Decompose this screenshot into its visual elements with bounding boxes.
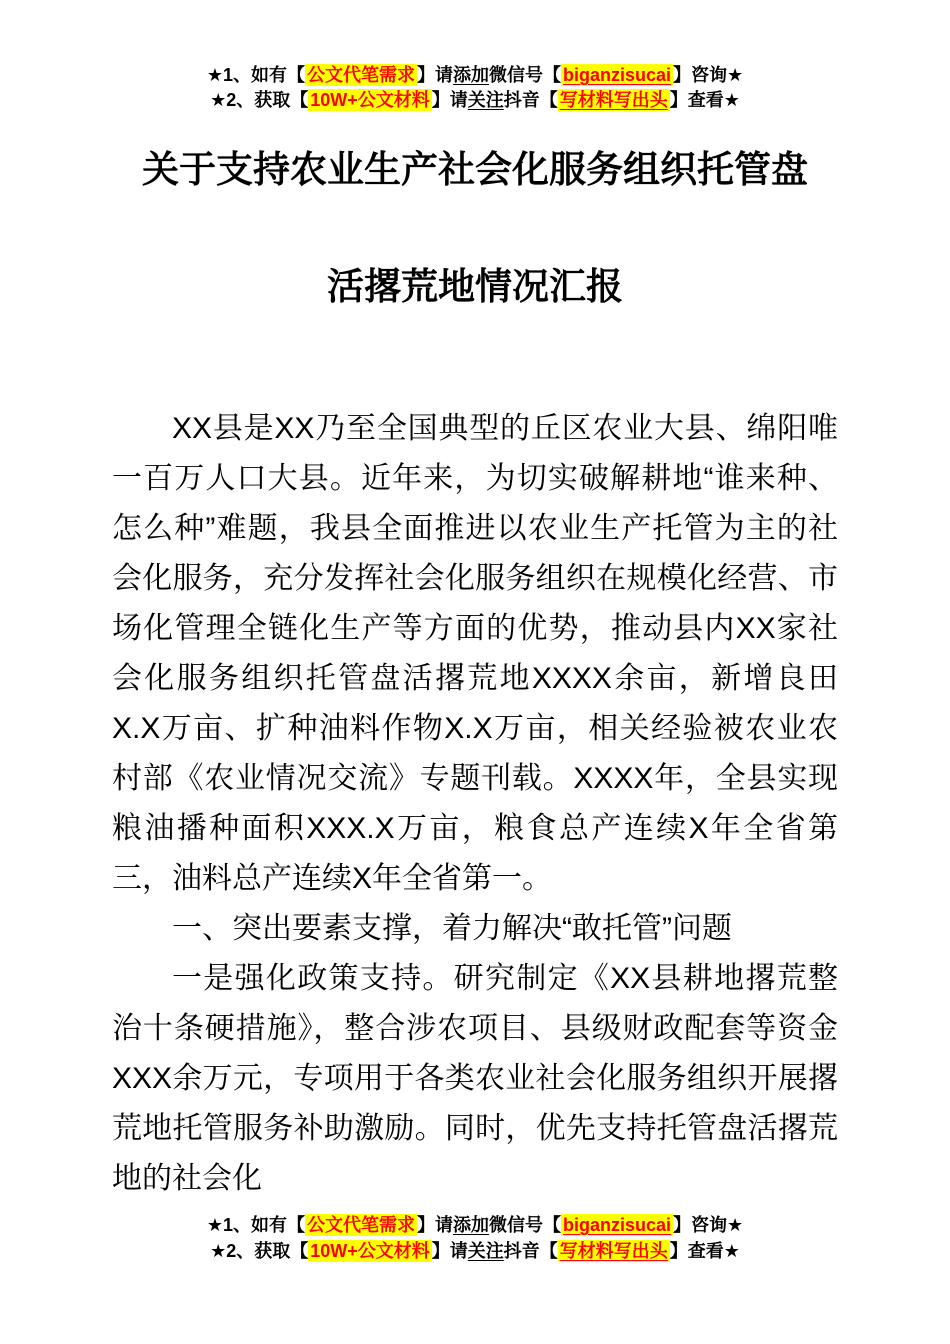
- promo2-material-highlight: 10W+公文材料: [310, 1241, 430, 1261]
- document-body: [112, 404, 838, 1210]
- promo1-add-action-text: 添加: [452, 1215, 489, 1235]
- promo-header: [0, 0, 950, 113]
- promo1-mid-text: 】请: [416, 1215, 453, 1235]
- promo1-prefix-text: ★1、如有【: [206, 65, 305, 85]
- promo1-suffix-text: 】咨询★: [673, 65, 744, 85]
- promo1-wechat-id: biganzisucai: [562, 1215, 672, 1235]
- promo1-add-action-text: 添加: [452, 65, 489, 85]
- promo-footer-line-2: [0, 1238, 950, 1264]
- promo1-mid-text: 】请: [416, 65, 453, 85]
- promo2-suffix-text: 】查看★: [669, 90, 740, 110]
- promo2-douyin-label: 抖音【: [503, 1241, 558, 1261]
- promo1-wechat-id: biganzisucai: [562, 65, 672, 85]
- promo2-douyin-label: 抖音【: [503, 90, 558, 110]
- promo1-service-highlight: 公文代笔需求: [306, 1215, 415, 1235]
- promo2-mid-text: 】请: [431, 90, 468, 110]
- promo1-wechat-label: 微信号【: [488, 1215, 561, 1235]
- promo1-suffix-text: 】咨询★: [673, 1215, 744, 1235]
- document-title-line-1: 关于支持农业生产社会化服务组织托管盘: [142, 149, 808, 190]
- promo2-follow-action-text: 关注: [467, 1241, 504, 1261]
- promo2-suffix-text: 】查看★: [669, 1241, 740, 1261]
- document-title-line-2: 活撂荒地情况汇报: [327, 266, 623, 307]
- promo2-douyin-id: 写材料写出头: [559, 1241, 668, 1261]
- promo2-prefix-text: ★2、获取【: [210, 1241, 309, 1261]
- promo-footer: [0, 1212, 950, 1264]
- promo-header-line-1: [0, 63, 950, 88]
- promo-footer-line-1: [0, 1212, 950, 1238]
- promo2-mid-text: 】请: [431, 1241, 468, 1261]
- promo-header-line-2: [0, 88, 950, 113]
- section-heading-1: 一、突出要素支撑，着力解决“敢托管”问题: [172, 912, 732, 945]
- promo2-douyin-id: 写材料写出头: [559, 90, 668, 110]
- paragraph-intro: XX县是XX乃至全国典型的丘区农业大县、绵阳唯一百万人口大县。近年来，为切实破解耕地“谁来种、怎么种”难题，我县全面推进以农业生产托管为主的社会化服务，充分发挥社会化服务组织在规模化经营、市场化管理全链化生产等方面的优势，推动县内XX家社会化服务组织托管盘活撂荒地XXXX余亩，新增良田X.X万亩、扩种油料作物X.X万亩，相关经验被农业农村部《农业情况交流》专题刊载。XXXX年，全县实现粮油播种面积XXX.X万亩，粮食总产连续X年全省第三，油料总产连续X年全省第一。: [112, 412, 838, 895]
- promo2-follow-action-text: 关注: [467, 90, 504, 110]
- promo2-prefix-text: ★2、获取【: [210, 90, 309, 110]
- paragraph-policy-support: 一是强化政策支持。研究制定《XX县耕地撂荒整治十条硬措施》，整合涉农项目、县级财政配套等资金XXX余万元，专项用于各类农业社会化服务组织开展撂荒地托管服务补助激励。同时，优先支持托管盘活撂荒地的社会化: [112, 962, 838, 1195]
- promo1-service-highlight: 公文代笔需求: [306, 65, 415, 85]
- promo1-wechat-label: 微信号【: [488, 65, 561, 85]
- promo1-prefix-text: ★1、如有【: [206, 1215, 305, 1235]
- promo2-material-highlight: 10W+公文材料: [310, 90, 430, 110]
